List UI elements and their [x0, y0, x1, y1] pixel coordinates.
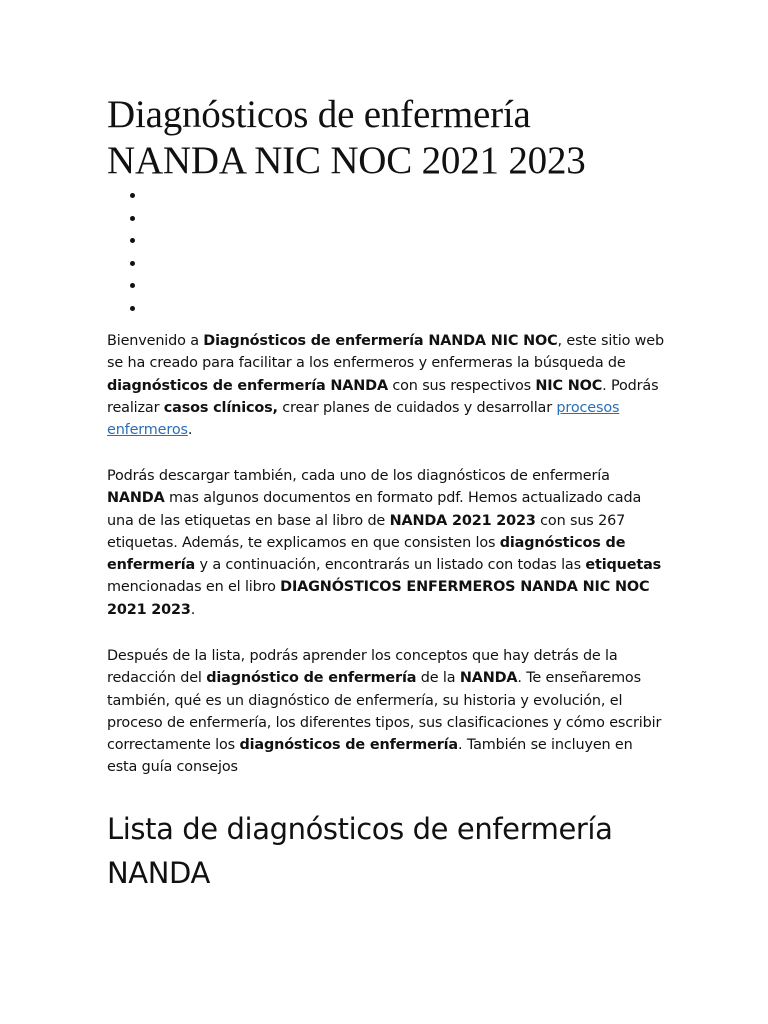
- section-heading-line-1: Lista de diagnósticos de enfermería: [107, 812, 613, 846]
- text-run: mencionadas en el libro: [107, 579, 281, 596]
- text-run: . También se incluyen en esta guía consejos: [107, 737, 633, 776]
- text-run: con sus 267 etiquetas. Además, te explicamos en que consisten los: [107, 512, 626, 551]
- bold-text: etiquetas: [585, 557, 662, 574]
- intro-paragraph: [107, 330, 667, 441]
- bullet-icon: [130, 306, 135, 311]
- text-run: con sus respectivos: [387, 377, 536, 394]
- text-run: . Podrás realizar: [107, 377, 659, 416]
- page-title: [107, 92, 667, 184]
- bullet-icon: [130, 283, 135, 288]
- page-title-line-1: Diagnósticos de enfermería: [107, 93, 531, 136]
- bold-text: Diagnósticos de enfermería NANDA NIC NOC: [203, 333, 558, 349]
- section-heading-line-2: NANDA: [107, 856, 210, 890]
- bullet-icon: [130, 216, 135, 221]
- download-paragraph: [107, 465, 667, 621]
- bullet-icon: [130, 261, 135, 266]
- text-run: . Te enseñaremos también, qué es un diagnóstico de enfermería, su historia y evolución, el proceso de enfermería, los diferentes tipos, sus clasificaciones y cómo escribir correctamente los: [107, 670, 662, 754]
- text-run: .: [190, 601, 196, 618]
- bold-text: diagnósticos de enfermería: [239, 737, 458, 754]
- text-run: .: [187, 422, 193, 439]
- text-run: Después de la lista, podrás aprender los conceptos que hay detrás de la redacción del: [107, 648, 618, 687]
- section-heading: [107, 807, 667, 895]
- bold-text: NANDA: [459, 670, 518, 687]
- text-run: , este sitio web se ha creado para facilitar a los enfermeros y enfermeras la búsqueda de: [107, 333, 664, 372]
- bullet-icon: [130, 193, 135, 198]
- bold-text: diagnósticos de enfermería: [107, 534, 626, 574]
- page-title-line-2: NANDA NIC NOC 2021 2023: [107, 139, 586, 182]
- bullet-icon: [130, 238, 135, 243]
- text-run: mas algunos documentos en formato pdf. Hemos actualizado cada una de las etiquetas en base al libro de: [107, 490, 642, 529]
- bold-text: NIC NOC: [535, 377, 603, 394]
- text-run: crear planes de cuidados y desarrollar: [277, 399, 557, 416]
- bold-text: casos clínicos,: [163, 399, 278, 416]
- text-run: Podrás descargar también, cada uno de los diagnósticos de enfermería: [107, 468, 610, 484]
- guide-paragraph: [107, 645, 667, 779]
- bold-text: diagnóstico de enfermería: [206, 670, 417, 687]
- bold-text: NANDA 2021 2023: [389, 512, 536, 529]
- text-run: Bienvenido a: [107, 333, 204, 349]
- bold-text: diagnósticos de enfermería NANDA: [107, 377, 388, 394]
- bold-text: NANDA: [107, 490, 165, 507]
- procesos-enfermeros-link[interactable]: procesos enfermeros: [107, 399, 620, 439]
- text-run: y a continuación, encontrarás un listado con todas las: [195, 557, 586, 574]
- text-run: de la: [416, 670, 460, 687]
- bold-text: DIAGNÓSTICOS ENFERMEROS NANDA NIC NOC 2021 2023: [107, 579, 650, 618]
